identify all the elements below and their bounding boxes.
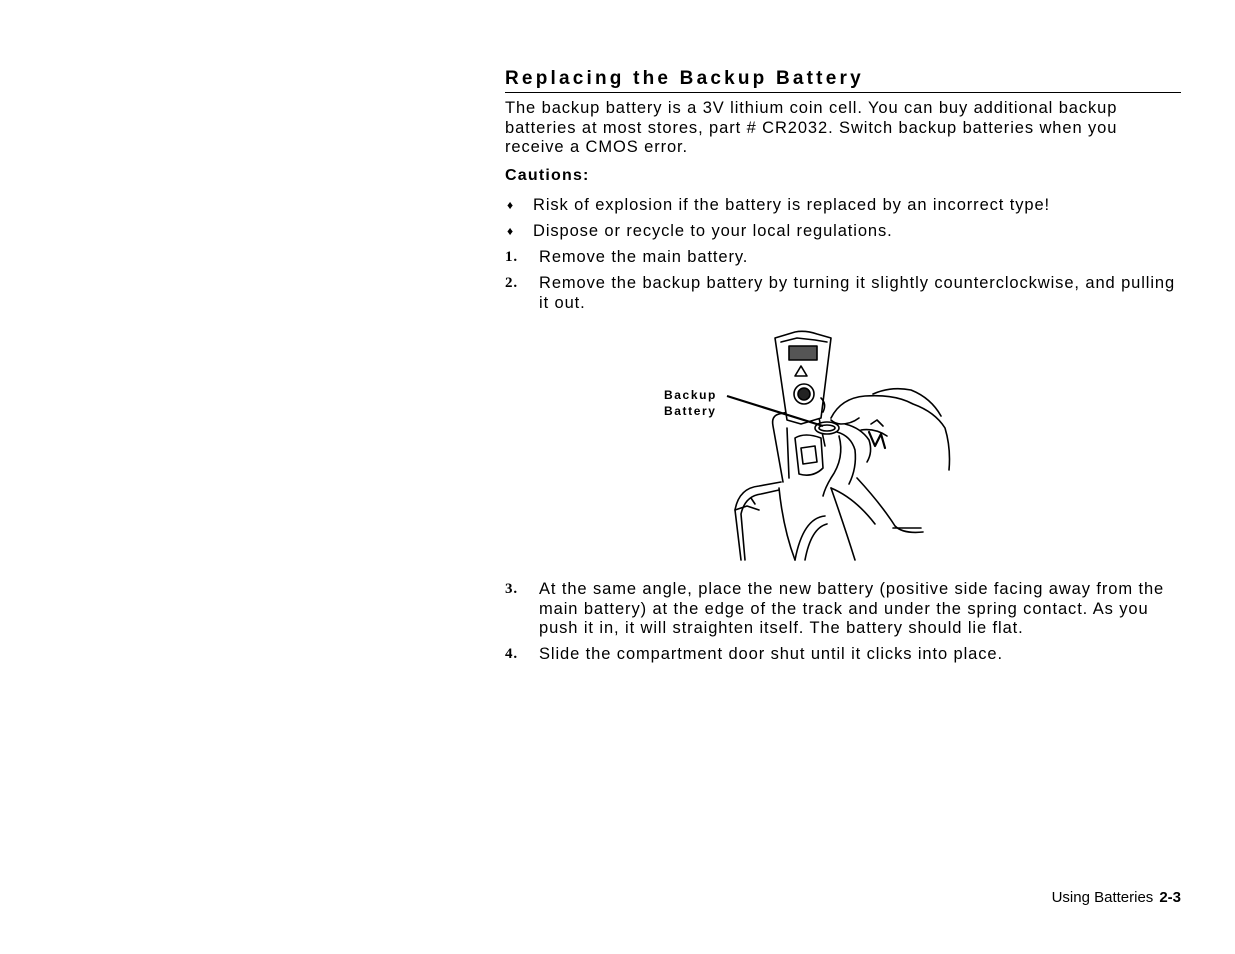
cautions-label: Cautions:	[505, 167, 590, 184]
caution-text: Risk of explosion if the battery is replaced by an incorrect type!	[533, 196, 1051, 214]
intro-paragraph: The backup battery is a 3V lithium coin cell. You can buy additional backup batteries at most stores, part # CR2032. Switch backup batteries when you receive a CMOS error.	[505, 99, 1118, 156]
page-footer	[1052, 888, 1181, 908]
footer-page-number: 2-3	[1159, 889, 1181, 906]
step-item	[505, 645, 1181, 665]
device-hand-drawing	[655, 328, 955, 566]
battery-illustration	[655, 328, 955, 566]
figure-label-line1: Backup	[664, 388, 717, 402]
step-text: At the same angle, place the new battery (positive side facing away from the main battery) at the edge of the track and under the spring contact. As you push it in, it will straighten itself. The battery should lie flat.	[539, 580, 1165, 637]
step-text: Slide the compartment door shut until it clicks into place.	[539, 645, 1003, 663]
caution-item	[505, 222, 1181, 242]
diamond-bullet-icon: ♦	[507, 224, 515, 238]
caution-item	[505, 196, 1181, 216]
caution-text: Dispose or recycle to your local regulations.	[533, 222, 893, 240]
figure-label-line2: Battery	[664, 404, 717, 418]
step-item	[505, 248, 1181, 268]
step-text: Remove the backup battery by turning it slightly counterclockwise, and pulling it out.	[539, 274, 1176, 312]
step-text: Remove the main battery.	[539, 248, 749, 266]
step-item	[505, 274, 1181, 313]
step-item	[505, 580, 1181, 639]
step-number: 1.	[505, 249, 519, 265]
diamond-bullet-icon: ♦	[507, 198, 515, 212]
step-number: 2.	[505, 275, 519, 291]
step-number: 3.	[505, 581, 519, 597]
document-page	[505, 0, 1181, 954]
section-heading: Replacing the Backup Battery	[505, 66, 1181, 93]
step-number: 4.	[505, 646, 519, 662]
footer-chapter: Using Batteries	[1051, 889, 1154, 906]
